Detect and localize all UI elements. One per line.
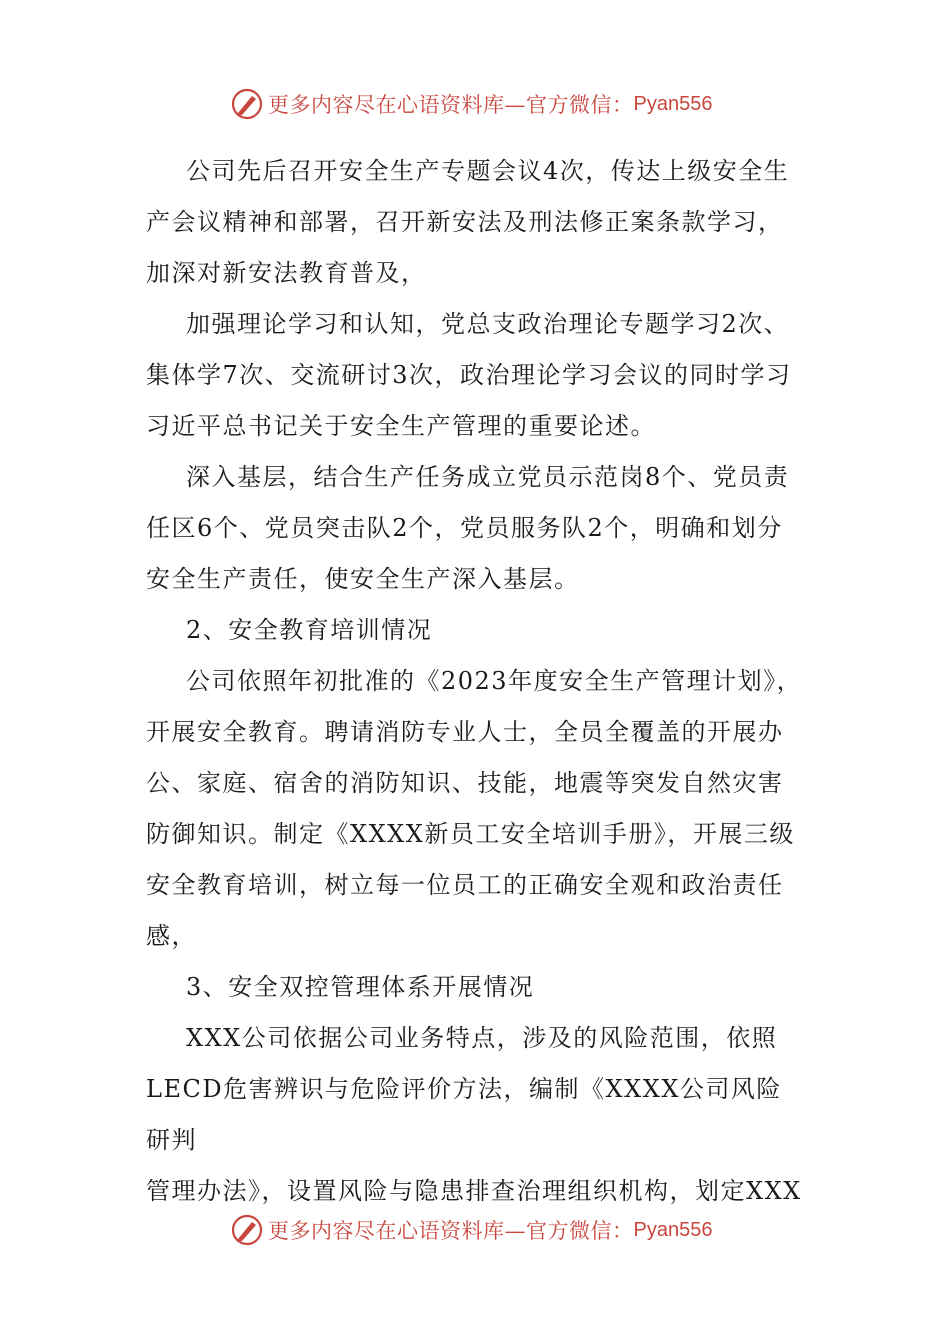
pen-logo-icon: [230, 1213, 264, 1247]
watermark-header: [230, 86, 712, 122]
watermark-text: 更多内容尽在心语资料库—官方微信：: [268, 1219, 634, 1243]
paragraph: XXX公司依据公司业务特点，涉及的风险范围，依照 LECD危害辨识与危险评价方法，编制《XXXX公司风险研判 管理办法》，设置风险与隐患排查治理组织机构，划定XXX: [146, 1024, 802, 1205]
paragraph: 深入基层，结合生产任务成立党员示范岗8个、党员责 任区6个、党员突击队2个，党员服务队2个，明确和划分 安全生产责任，使安全生产深入基层。: [146, 463, 790, 593]
section-heading: 2、安全教育培训情况: [186, 616, 433, 644]
paragraph: 加强理论学习和认知，党总支政治理论专题学习2次、 集体学7次、交流研讨3次，政治理论学习会议的同时学习 习近平总书记关于安全生产管理的重要论述。: [146, 310, 792, 440]
watermark-wechat-id: Pyan556: [633, 1218, 713, 1241]
watermark-wechat-id: Pyan556: [633, 92, 713, 115]
pen-logo-icon: [230, 87, 264, 121]
document-body: [146, 146, 806, 1217]
paragraph: 公司先后召开安全生产专题会议4次，传达上级安全生 产会议精神和部署，召开新安法及刑法修正案条款学习， 加深对新安法教育普及，: [146, 157, 790, 287]
watermark-footer: [230, 1212, 712, 1248]
paragraph: 公司依照年初批准的《2023年度安全生产管理计划》， 开展安全教育。聘请消防专业人士，全员全覆盖的开展办 公、家庭、宿舍的消防知识、技能，地震等突发自然灾害 防御知识。制定《XXXX新员工安全培训手册》，开展三级 安全教育培训，树立每一位员工的正确安全观和政治责任 感，: [146, 667, 803, 950]
watermark-text: 更多内容尽在心语资料库—官方微信：: [268, 93, 634, 117]
section-heading: 3、安全双控管理体系开展情况: [186, 973, 535, 1001]
